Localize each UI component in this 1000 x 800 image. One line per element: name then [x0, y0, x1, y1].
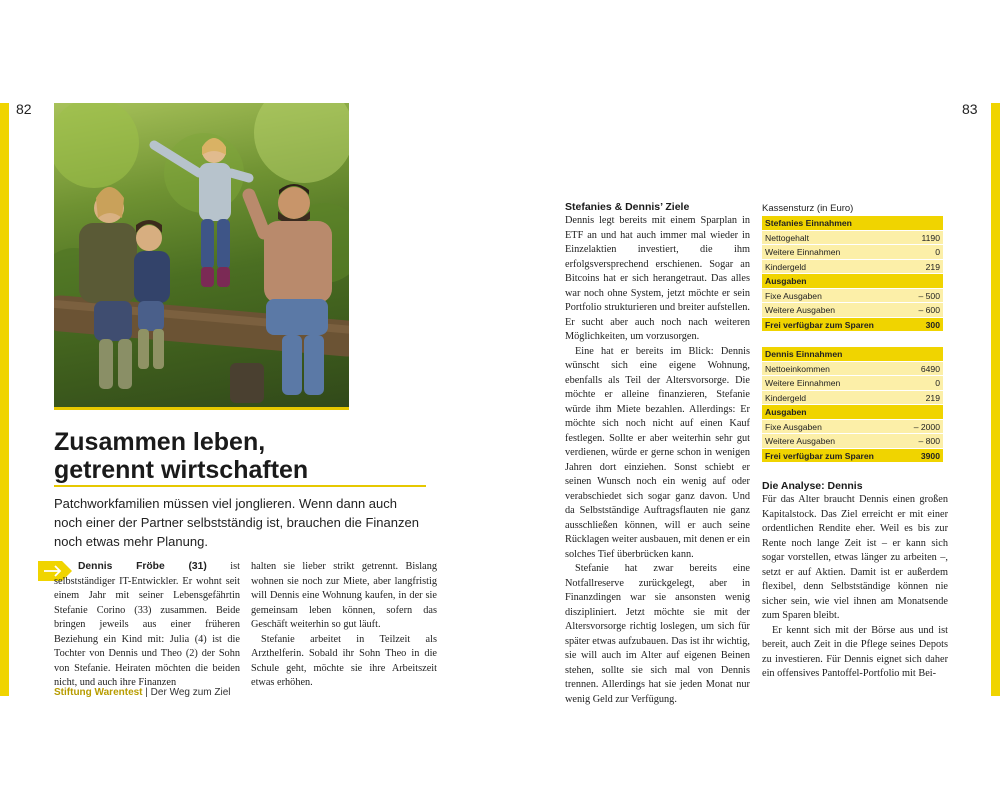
col3-paragraph-1: Dennis legt bereits mit einem Sparplan in ETF an und hat auch immer mal wieder in Einzelaktien investiert, die ihm erfolgsversprechend erschienen. Sogar an Bitcoins hat er sich herangetraut. Das alles war noch ohne System, jetzt möchte er sein Portfolio strukturieren und breiter aufstellen. Er sucht aber auch noch nach weiteren Möglichkeiten, um vorzusorgen.: [565, 215, 750, 342]
lead-paragraph: Patchworkfamilien müssen viel jonglieren. Wenn dann auch noch einer der Partner selbstständig ist, brauchen die Finanzen noch etwas mehr Planung.: [54, 496, 419, 549]
page-number-left: 82: [16, 101, 32, 117]
table-total-row: Frei verfügbar zum Sparen 3900: [762, 449, 943, 464]
table-row: Nettoeinkommen 6490: [762, 362, 943, 377]
col3-paragraph-2: Eine hat er bereits im Blick: Dennis wünscht sich eine eigene Wohnung, ebenfalls als Teil der Altersvorsorge. Die möchte er alleine finanzieren, Stefanie würde ihm Miete bezahlen. Allerdings: Er möchte sich noch nicht auf einen Kauf festlegen. Sollte er aber weiterhin sehr gut verdienen, würde er gerne schon in wenigen Jahren dort einziehen. Sonst schiebt er seinen Wunsch noch ein wenig auf oder verabschiedet sich sogar ganz davon. Und da Selbstständige Auftragsflauten nie ganz ausschließen können, will er auch seine Rücklagen weiter ausbauen, mit denen er ein solches Tief überbrücken kann.: [565, 345, 750, 560]
body-column-1: [54, 560, 240, 691]
table-row: Kindergeld 219: [762, 260, 943, 275]
col2-paragraph-1: halten sie lieber strikt getrennt. Bislang wohnen sie noch zur Miete, aber langfristig will Dennis eine Wohnung kaufen, in der sie gemeinsam leben können, sofern das Geschäft weiterhin so gut läuft.: [251, 561, 437, 630]
intro-text: ist selbstständiger IT-Entwickler. Er wohnt seit einem Jahr mit seiner Lebensgefährtin Stefanie Corino (33) zusammen. Beide bringen jeweils aus einer früheren Beziehung ein Kind mit: Julia (4) ist die Tochter von Dennis und Theo (2) der Sohn von Stefanie. Heiraten möchten die beiden nicht, und auch ihre Finanzen: [54, 561, 240, 688]
table-row: Kindergeld 219: [762, 391, 943, 406]
table-row: Weitere Ausgaben – 800: [762, 434, 943, 449]
table-section-header: Stefanies Einnahmen: [762, 216, 943, 231]
table-section-header: Ausgaben: [762, 274, 943, 289]
photo-underline: [54, 407, 349, 410]
table-row: Fixe Ausgaben – 500: [762, 289, 943, 304]
table-row: Weitere Ausgaben – 600: [762, 303, 943, 318]
table-row: Nettogehalt 1190: [762, 231, 943, 246]
body-column-4: [762, 480, 948, 682]
family-photo: [54, 103, 349, 407]
col4-paragraph-1: Für das Alter braucht Dennis einen großen Kapitalstock. Das Ziel erreicht er mit einer ordentlichen Rendite eher. Weil es bis zur Rente noch lange Zeit ist – er kann sich sogar vorstellen, etwas länger zu arbeiten –, setzt er auf Aktien. Damit ist er außerdem flexibel, denn Selbstständige können nie sicher sein, wie viel ihnen am Monatsende zum Sparen bleibt.: [762, 494, 948, 621]
table-title: Kassensturz (in Euro): [762, 203, 854, 214]
table-row: Weitere Einnahmen 0: [762, 245, 943, 260]
right-page-edge-bar: [991, 103, 1000, 696]
headline-rule: [54, 485, 426, 487]
table-row: Weitere Einnahmen 0: [762, 376, 943, 391]
table-section-header: Dennis Einnahmen: [762, 347, 943, 362]
intro-paragraph: [54, 560, 240, 691]
col3-paragraph-3: Stefanie hat zwar bereits eine Notfallreserve zurückgelegt, aber in Finanzdingen war sie ansonsten wenig diszipliniert. Jetzt möchte sie mit der Altersvorsorge richtig loslegen, um sich für später etwas aufzubauen. Das ist ihr wichtig, sie will auch im Alter auf eigenen Beinen stehen, sollte sie sich mal von Dennis trennen. Allerdings hat sie jeden Monat nur wenig Geld zur Verfügung.: [565, 563, 750, 705]
headline-line-2: getrennt wirtschaften: [54, 456, 309, 484]
col2-paragraph-2: Stefanie arbeitet in Teilzeit als Arzthelferin. Sobald ihr Sohn Theo in die Schule geht, möchte sie ihre Arbeitszeit etwas erhöhen.: [251, 633, 437, 688]
footer-brand: Stiftung Warentest: [54, 687, 143, 698]
page-headline: [54, 428, 434, 484]
body-column-3: [565, 201, 750, 707]
headline-line-1: Zusammen leben,: [54, 428, 266, 456]
footer-title: Der Weg zum Ziel: [150, 687, 231, 698]
col4-paragraph-2: Er kennt sich mit der Börse aus und ist bereit, auch Zeit in die Pflege seines Depots zu investieren. Für Dennis eignet sich daher ein offensives Pantoffel-Portfolio mit Bei-: [762, 624, 948, 679]
person-name: Dennis Fröbe (31): [78, 561, 207, 572]
table-section-header: Ausgaben: [762, 405, 943, 420]
dennis-budget-table: [762, 347, 943, 463]
table-row: Fixe Ausgaben – 2000: [762, 420, 943, 435]
table-total-row: Frei verfügbar zum Sparen 300: [762, 318, 943, 333]
left-page-edge-bar: [0, 103, 9, 696]
stefanie-budget-table: [762, 216, 943, 332]
page-footer: [54, 687, 231, 698]
analysis-heading: Die Analyse: Dennis: [762, 480, 863, 492]
body-column-2: [251, 560, 437, 691]
page-number-right: 83: [962, 101, 978, 117]
footer-separator: |: [142, 687, 151, 698]
goals-heading: Stefanies & Dennis’ Ziele: [565, 201, 690, 213]
